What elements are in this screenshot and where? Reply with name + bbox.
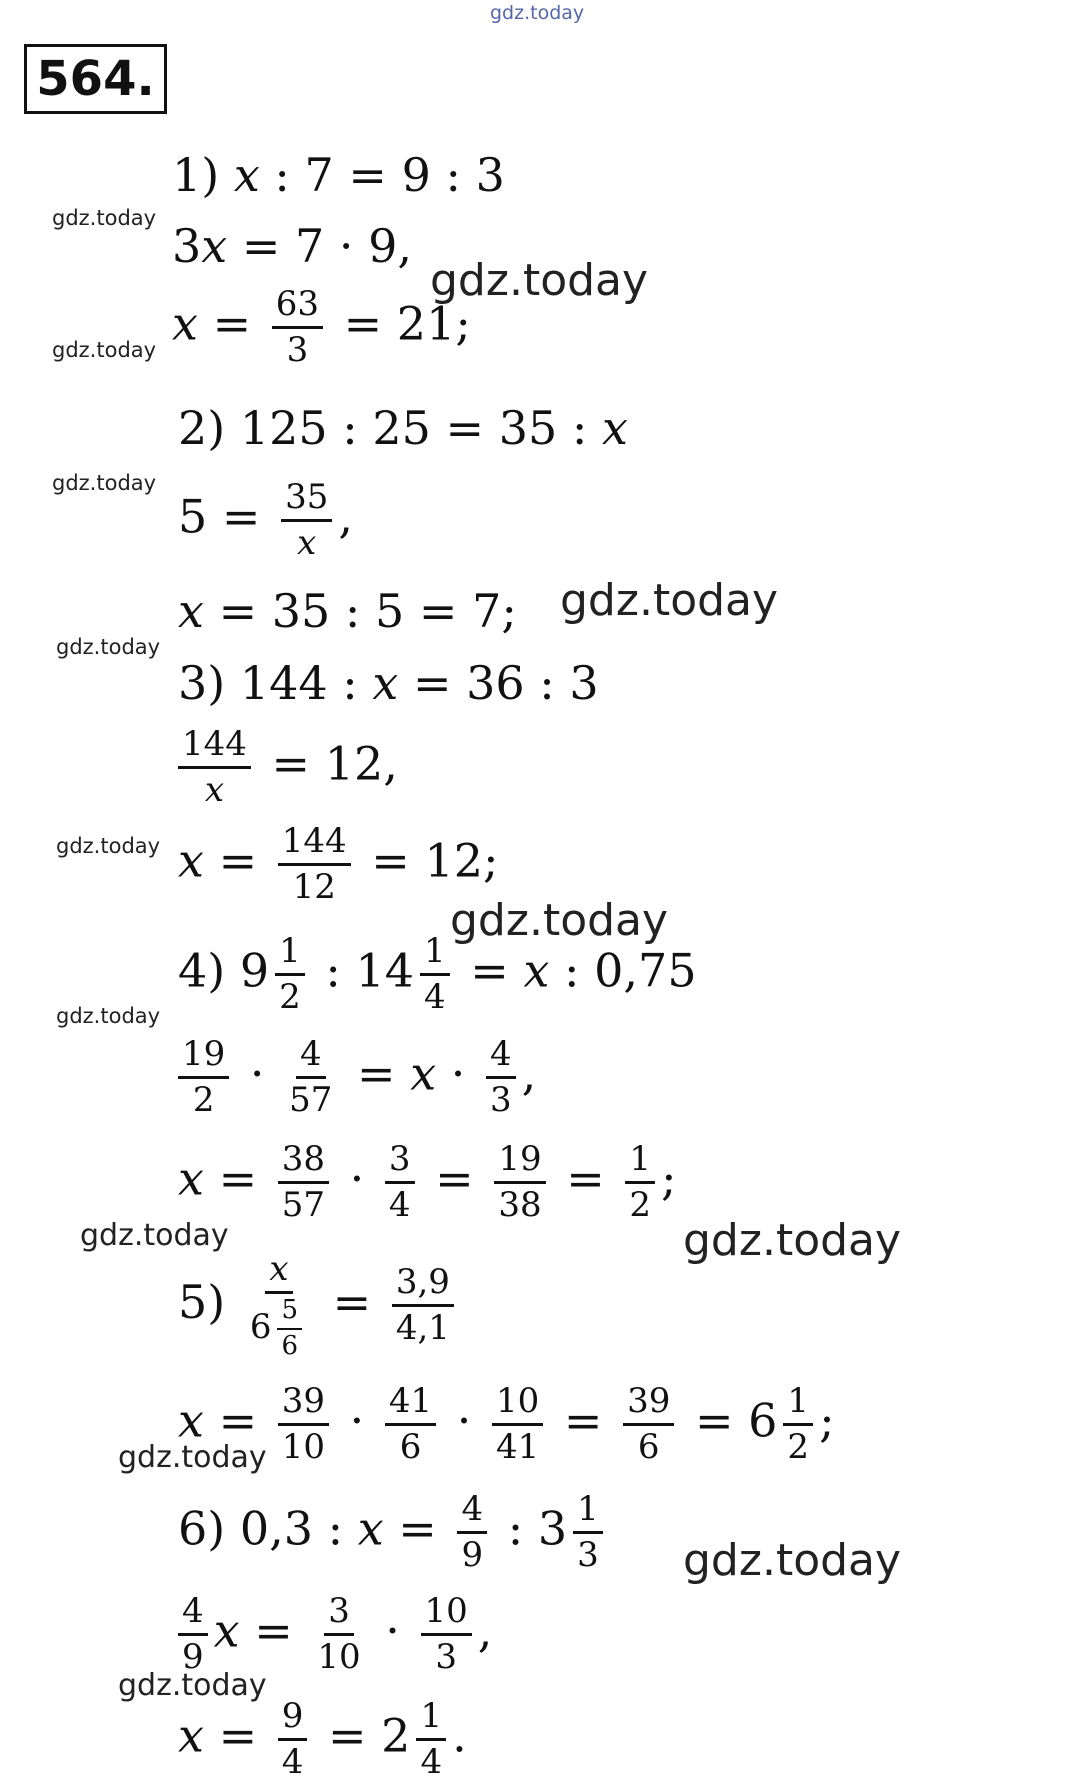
denominator	[246, 1294, 312, 1362]
expr: = 12,	[256, 736, 398, 791]
expr: =	[455, 943, 524, 998]
label: 1)	[172, 148, 234, 202]
denominator: 4,1	[395, 1308, 450, 1349]
fraction	[313, 1592, 364, 1677]
fraction	[385, 1140, 415, 1225]
watermark: gdz.today	[683, 1215, 902, 1266]
expr: ,	[338, 489, 353, 544]
variable: x	[233, 148, 260, 202]
numerator: 144	[178, 725, 251, 769]
fraction	[278, 822, 351, 907]
expr: ;	[819, 1393, 835, 1448]
expr: ,	[521, 1046, 537, 1101]
denominator: 9	[182, 1637, 204, 1678]
variable: x	[357, 1501, 384, 1556]
expr: =	[383, 1501, 452, 1556]
fraction	[416, 1697, 446, 1782]
equation-line-5	[178, 478, 353, 563]
numerator: 19	[494, 1140, 545, 1184]
fraction	[623, 1382, 674, 1467]
numerator: 3	[324, 1592, 354, 1636]
task-number: 564.	[24, 44, 167, 114]
fraction	[783, 1382, 813, 1467]
numerator: 19	[178, 1035, 229, 1079]
fraction	[178, 1592, 208, 1677]
watermark: gdz.today	[80, 1218, 229, 1253]
denominator: 3	[577, 1535, 599, 1576]
watermark: gdz.today	[118, 1668, 267, 1703]
expr: = 36 : 3	[398, 656, 599, 710]
numerator: 4	[296, 1035, 326, 1079]
fraction	[272, 285, 323, 370]
expr: = 12;	[356, 833, 499, 888]
fraction	[625, 1140, 655, 1225]
denominator: x	[297, 523, 317, 564]
denominator: 2	[787, 1427, 810, 1468]
label: 5)	[178, 1274, 240, 1329]
expr: ·	[436, 1046, 481, 1101]
denominator: 4	[388, 1185, 411, 1226]
equation-line-2	[172, 219, 413, 273]
variable: x	[178, 584, 204, 638]
denominator: 3	[435, 1637, 457, 1678]
expr: ·	[235, 1046, 280, 1101]
expr: =	[239, 1603, 308, 1658]
denominator: 6	[637, 1427, 660, 1468]
denominator: x	[204, 770, 225, 811]
expr: ,	[477, 1603, 493, 1658]
expr: : 7 = 9 : 3	[259, 148, 505, 202]
variable: x	[201, 219, 228, 273]
expr: =	[203, 1708, 272, 1763]
watermark: gdz.today	[52, 206, 157, 230]
expr: : 3	[493, 1501, 568, 1556]
numerator: 35	[281, 478, 332, 522]
fraction	[285, 1035, 336, 1120]
expr: = 21;	[329, 296, 471, 351]
numerator: 3,9	[392, 1263, 454, 1307]
watermark: gdz.today	[56, 1004, 161, 1028]
numerator: 1	[420, 932, 450, 976]
numerator: 38	[278, 1140, 329, 1184]
expr: ·	[370, 1603, 415, 1658]
fraction	[573, 1490, 603, 1575]
numerator: 9	[278, 1697, 308, 1741]
fraction	[246, 1250, 312, 1362]
expr: 5 =	[178, 489, 276, 544]
equation-line-16	[172, 1592, 492, 1677]
fraction	[178, 725, 251, 810]
numerator: 5	[277, 1296, 302, 1330]
expr: =	[420, 1151, 489, 1206]
variable: x	[372, 656, 399, 710]
variable: x	[601, 401, 628, 455]
variable: x	[178, 1393, 204, 1448]
expr: ·	[335, 1393, 379, 1448]
watermark: gdz.today	[560, 575, 779, 626]
fraction	[281, 478, 332, 563]
numerator: 39	[278, 1382, 329, 1426]
numerator: 1	[783, 1382, 813, 1426]
expr: .	[452, 1708, 467, 1763]
expr: ·	[442, 1393, 487, 1448]
numerator: 10	[421, 1592, 472, 1636]
denominator: 4	[420, 1742, 443, 1783]
numerator: 3	[385, 1140, 415, 1184]
expr: : 14	[310, 943, 415, 998]
expr: 3) 144 :	[178, 656, 373, 710]
numerator: 39	[623, 1382, 674, 1426]
expr: = 7 · 9,	[227, 219, 413, 273]
variable: x	[523, 943, 550, 998]
expr: =	[203, 833, 272, 888]
variable: x	[178, 1708, 204, 1763]
fraction	[457, 1490, 487, 1575]
denominator: 3	[490, 1080, 512, 1121]
fraction	[392, 1263, 454, 1348]
equation-line-8	[172, 725, 398, 810]
expr: =	[203, 1151, 272, 1206]
expr: =	[318, 1274, 386, 1329]
denominator: 6	[281, 1330, 299, 1361]
equation-line-12	[178, 1140, 677, 1225]
coef: 3	[172, 219, 202, 273]
numerator: 1	[625, 1140, 655, 1184]
expr: = 2	[313, 1708, 411, 1763]
denominator: 10	[281, 1427, 326, 1468]
expr: 4) 9	[178, 943, 270, 998]
watermark: gdz.today	[450, 895, 669, 946]
expr: ·	[335, 1151, 379, 1206]
expr: =	[203, 1393, 272, 1448]
equation-line-6	[178, 584, 517, 638]
watermark: gdz.today	[118, 1440, 267, 1475]
numerator: 10	[492, 1382, 543, 1426]
denominator: 38	[498, 1185, 542, 1226]
fraction	[420, 932, 450, 1017]
watermark-top: gdz.today	[490, 2, 585, 24]
equation-line-15	[178, 1490, 609, 1575]
watermark: gdz.today	[683, 1535, 902, 1586]
watermark: gdz.today	[56, 834, 161, 858]
fraction	[178, 1035, 229, 1120]
expr: =	[197, 296, 266, 351]
denominator: 12	[292, 867, 336, 908]
expr: ;	[661, 1151, 677, 1206]
numerator: 1	[416, 1697, 446, 1741]
variable: x	[213, 1603, 240, 1658]
equation-line-3	[172, 285, 471, 370]
numerator: 4	[457, 1490, 487, 1534]
fraction	[385, 1382, 436, 1467]
watermark: gdz.today	[52, 338, 157, 362]
numerator: 4	[178, 1592, 208, 1636]
equation-line-1	[172, 148, 505, 202]
expr: = 35 : 5 = 7;	[203, 584, 517, 638]
expr: = 6	[680, 1393, 778, 1448]
fraction	[421, 1592, 472, 1677]
numerator: 4	[486, 1035, 516, 1079]
fraction	[492, 1382, 543, 1467]
numerator: 1	[275, 932, 305, 976]
numerator: 1	[573, 1490, 603, 1534]
equation-line-14	[178, 1382, 835, 1467]
expr: =	[549, 1393, 618, 1448]
expr: =	[342, 1046, 411, 1101]
expr: : 0,75	[549, 943, 697, 998]
numerator: 144	[278, 822, 351, 866]
variable: x	[178, 833, 204, 888]
denominator: 9	[461, 1535, 484, 1576]
denominator: 4	[281, 1742, 304, 1783]
variable: x	[178, 1151, 204, 1206]
equation-line-13	[178, 1250, 460, 1362]
denominator: 41	[496, 1427, 540, 1468]
denominator: 4	[424, 977, 446, 1018]
fraction	[494, 1140, 545, 1225]
numerator: 41	[385, 1382, 436, 1426]
fraction	[275, 932, 305, 1017]
variable: x	[172, 296, 198, 351]
denominator: 57	[281, 1185, 326, 1226]
whole-part: 6	[249, 1306, 272, 1347]
denominator: 6	[399, 1427, 422, 1468]
fraction	[278, 1697, 308, 1782]
fraction	[277, 1296, 302, 1362]
numerator: x	[265, 1250, 292, 1294]
denominator: 2	[192, 1080, 215, 1121]
equation-line-4	[178, 401, 628, 455]
denominator: 2	[629, 1185, 652, 1226]
fraction	[486, 1035, 516, 1120]
denominator: 3	[286, 330, 309, 371]
watermark: gdz.today	[56, 635, 161, 659]
watermark: gdz.today	[430, 255, 649, 306]
watermark: gdz.today	[52, 471, 157, 495]
denominator: 57	[289, 1080, 333, 1121]
numerator: 63	[272, 285, 323, 329]
expr: 6) 0,3 :	[178, 1501, 358, 1556]
fraction	[278, 1140, 329, 1225]
expr: =	[551, 1151, 620, 1206]
denominator: 10	[317, 1637, 361, 1678]
fraction	[278, 1382, 329, 1467]
variable: x	[410, 1046, 437, 1101]
equation-line-17	[178, 1697, 467, 1782]
expr: 2) 125 : 25 = 35 :	[178, 401, 602, 455]
equation-line-11	[172, 1035, 536, 1120]
equation-line-7	[178, 656, 599, 710]
denominator: 2	[279, 977, 301, 1018]
